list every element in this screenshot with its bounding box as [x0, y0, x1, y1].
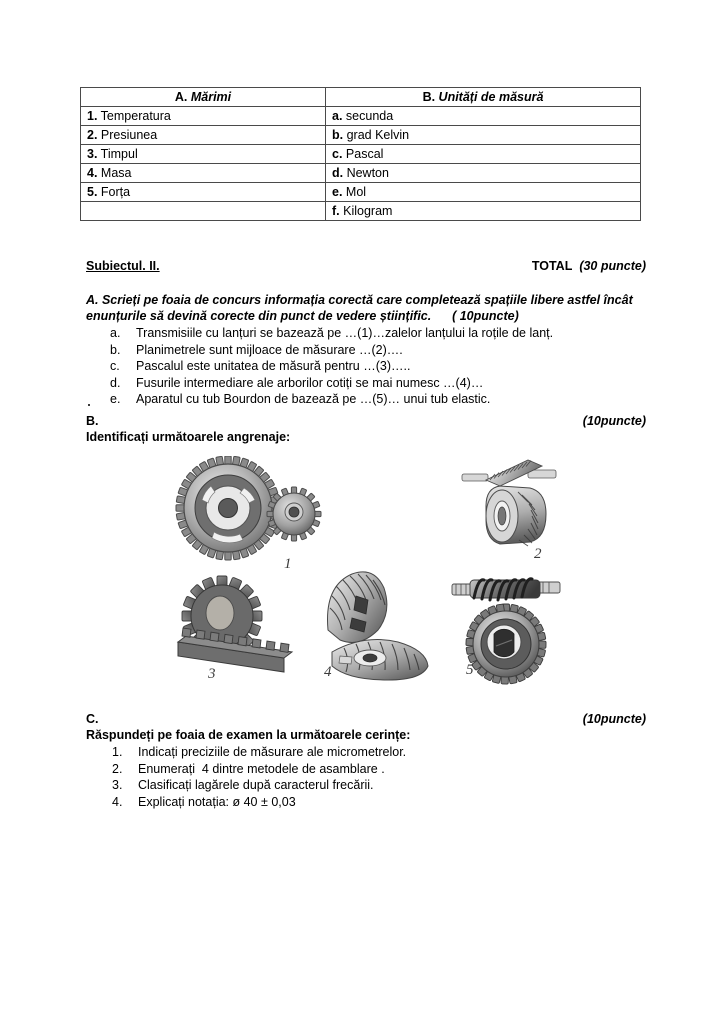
- col-a-prefix: A.: [174, 90, 188, 104]
- item-text: Aparatul cu tub Bourdon de bazează pe …(5)… unui tub elastic.: [136, 392, 491, 406]
- gear-5-worm-screw: [452, 579, 560, 600]
- subject-heading-row: [86, 258, 646, 274]
- gear-types-figure: [168, 450, 560, 694]
- item-marker: 3.: [112, 778, 123, 792]
- gear-label-3: 3: [208, 666, 216, 682]
- gear-figure-5-worm-gear-drive: [450, 566, 562, 686]
- quantity-marker-1: 1.: [87, 109, 98, 123]
- item-marker: a.: [110, 326, 121, 340]
- section-b-label: B.: [86, 414, 99, 428]
- section-b-header-row: [86, 413, 646, 429]
- gear-label-4: 4: [324, 664, 332, 680]
- unit-text-b: grad Kelvin: [343, 128, 410, 142]
- col-b-prefix: B.: [422, 90, 436, 104]
- subject-heading: Subiectul. II.: [86, 259, 160, 273]
- unit-text-f: Kilogram: [339, 204, 393, 218]
- gear-label-2: 2: [534, 546, 542, 562]
- table-row: [81, 202, 641, 221]
- item-text: Fusurile intermediare ale arborilor cotiți se mai numesc …(4)…: [136, 375, 484, 390]
- total-points: (30 puncte): [579, 259, 646, 273]
- quantity-marker-3: 3.: [87, 147, 98, 161]
- col-a-title: Mărimi: [190, 90, 232, 104]
- item-marker: c.: [110, 359, 120, 373]
- section-c-label: C.: [86, 712, 99, 726]
- quantity-text-1: Temperatura: [97, 109, 171, 123]
- quantity-cell-5: [81, 183, 326, 202]
- section-c-items: [112, 744, 406, 810]
- gear-2-lower-wheel: [486, 486, 546, 546]
- item-text: Enumerați 4 dintre metodele de asamblare .: [138, 761, 385, 776]
- quantity-cell-1: [81, 107, 326, 126]
- gear-5-worm-wheel: [466, 604, 546, 684]
- item-text: Transmisiile cu lanțuri se bazează pe …(1)…zalelor lanțului la roțile de lanț.: [136, 326, 554, 340]
- item-text: Pascalul este unitatea de măsură pentru …(3)…..: [136, 359, 411, 373]
- table-header-cell-units: [326, 88, 641, 107]
- item-text: Explicați notația: ø 40 ± 0,03: [138, 794, 296, 809]
- section-a-points: ( 10puncte): [452, 309, 519, 323]
- quantity-marker-5: 5.: [87, 185, 98, 199]
- table-row: [81, 164, 641, 183]
- unit-marker-b: b.: [332, 128, 344, 142]
- list-item: [110, 375, 553, 392]
- table-header-cell-quantities: [81, 88, 326, 107]
- list-item: [112, 761, 406, 778]
- item-marker: b.: [110, 342, 121, 357]
- quantity-cell-3: [81, 145, 326, 164]
- list-item: [110, 325, 553, 342]
- quantity-text-5: Forța: [97, 185, 131, 199]
- section-c-points: (10puncte): [582, 712, 646, 726]
- section-b-points: (10puncte): [582, 414, 646, 428]
- quantity-marker-2: 2.: [87, 128, 98, 142]
- stray-dot-artifact: [88, 404, 90, 406]
- col-b-title: Unități de măsură: [438, 90, 544, 104]
- item-text: Indicați preciziile de măsurare ale micrometrelor.: [138, 745, 407, 759]
- subject-total-group: [532, 258, 646, 274]
- unit-text-c: Pascal: [342, 147, 384, 161]
- table-row: [81, 145, 641, 164]
- unit-text-d: Newton: [343, 166, 389, 180]
- unit-marker-a: a.: [332, 109, 343, 123]
- quantity-cell-empty: [81, 202, 326, 221]
- item-marker: 1.: [112, 745, 123, 759]
- unit-cell-d: [326, 164, 641, 183]
- gear-figure-3-rack-and-pinion: [176, 572, 304, 684]
- quantity-cell-4: [81, 164, 326, 183]
- quantity-marker-4: 4.: [87, 166, 98, 180]
- total-label: TOTAL: [531, 259, 573, 273]
- item-marker: e.: [110, 392, 121, 406]
- unit-marker-f: f.: [332, 204, 340, 218]
- table-header-row: [81, 88, 641, 107]
- list-item: [110, 358, 553, 375]
- quantity-text-3: Timpul: [97, 147, 138, 161]
- section-b-instruction: Identificați următoarele angrenaje:: [86, 430, 291, 444]
- section-c-instruction: Răspundeți pe foaia de examen la următoarele cerințe:: [86, 728, 411, 742]
- gear-figure-1-spur-gear-pair: [172, 456, 337, 572]
- gear-figure-4-bevel-gear-pair: [310, 566, 438, 686]
- list-item: [110, 342, 553, 359]
- gear-1-small-pinion: [267, 487, 321, 541]
- item-text: Planimetrele sunt mijloace de măsurare …(2)….: [136, 342, 403, 357]
- unit-cell-e: [326, 183, 641, 202]
- gear-4-lower-bevel: [332, 640, 428, 680]
- section-c-header-row: [86, 711, 646, 727]
- unit-cell-b: [326, 126, 641, 145]
- item-marker: d.: [110, 375, 121, 390]
- quantity-cell-2: [81, 126, 326, 145]
- unit-marker-d: d.: [332, 166, 344, 180]
- section-a-text: A. Scrieți pe foaia de concurs informația corectă care completează spațiile libere astfel încât enunțurile să devină corecte din punct de vedere științific.: [86, 293, 633, 323]
- unit-cell-f: [326, 202, 641, 221]
- unit-text-e: Mol: [342, 185, 367, 199]
- unit-cell-a: [326, 107, 641, 126]
- list-item: [112, 794, 406, 811]
- gear-figure-2-helical-gear-pair: [458, 450, 558, 568]
- unit-text-a: secunda: [342, 109, 394, 123]
- unit-marker-e: e.: [332, 185, 343, 199]
- unit-cell-c: [326, 145, 641, 164]
- item-text: Clasificați lagărele după caracterul frecării.: [138, 778, 374, 792]
- list-item: [112, 777, 406, 794]
- unit-marker-c: c.: [332, 147, 343, 161]
- quantity-text-4: Masa: [97, 166, 132, 180]
- gear-label-1: 1: [284, 556, 292, 572]
- quantities-units-table: [80, 87, 641, 221]
- table-row: [81, 183, 641, 202]
- section-a-body: [86, 292, 648, 324]
- table-row: [81, 107, 641, 126]
- item-marker: 4.: [112, 794, 123, 809]
- gear-4-upper-bevel: [328, 572, 387, 643]
- gear-label-5: 5: [466, 662, 474, 678]
- list-item: [110, 391, 553, 408]
- quantity-text-2: Presiunea: [97, 128, 158, 142]
- gear-1-large-wheel: [176, 456, 280, 560]
- item-marker: 2.: [112, 761, 123, 776]
- gear-2-upper-pinion: [462, 460, 556, 486]
- list-item: [112, 744, 406, 761]
- section-a-items: [110, 325, 553, 408]
- table-row: [81, 126, 641, 145]
